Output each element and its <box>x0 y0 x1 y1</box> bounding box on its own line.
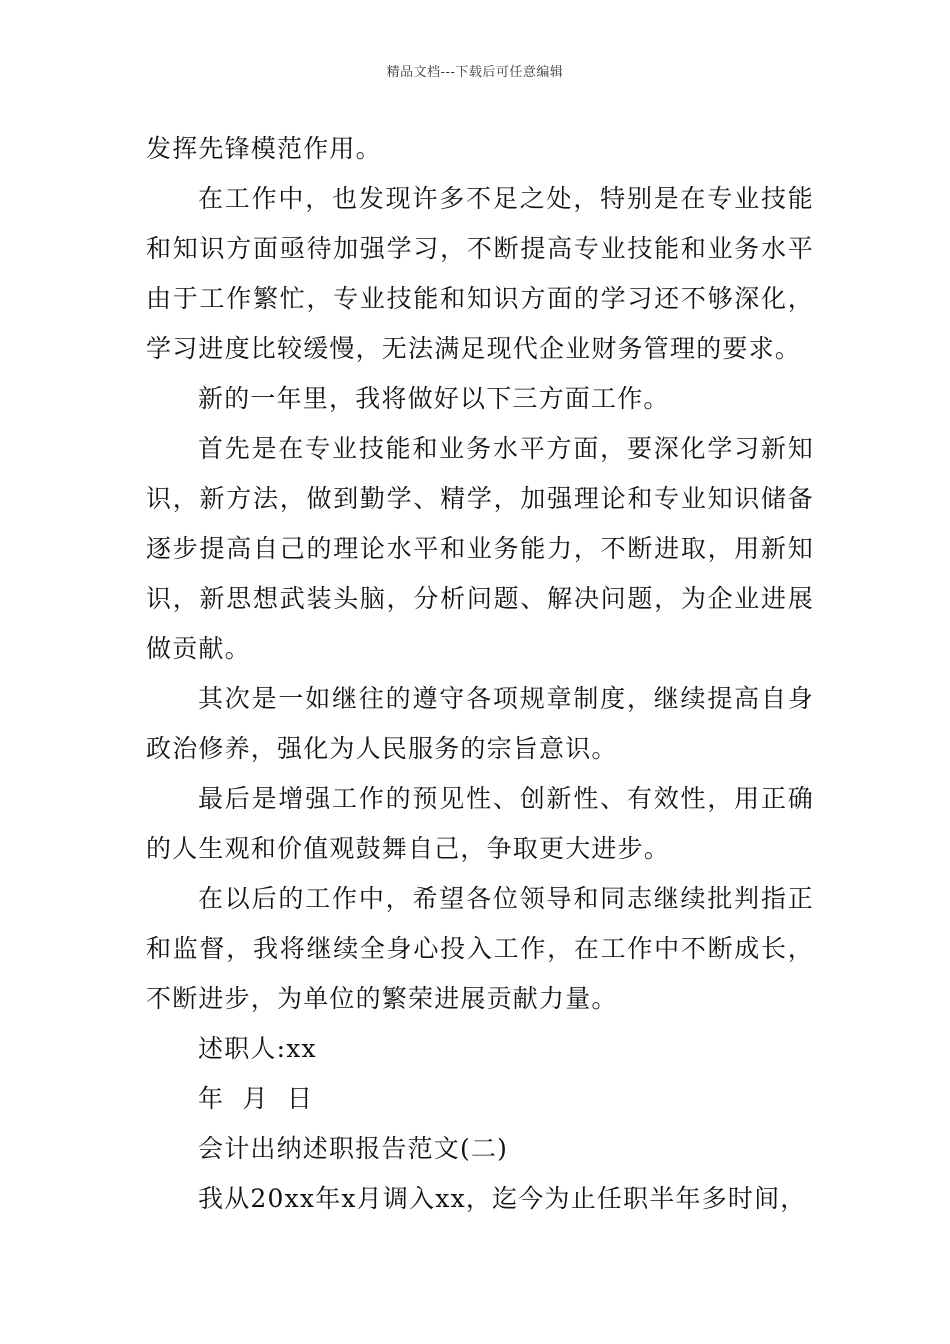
page-header: 精品文档---下载后可任意编辑 <box>386 65 564 80</box>
date-line: 年 月 日 <box>198 1084 314 1113</box>
paragraph: 发挥先锋模范作用。 <box>146 134 382 163</box>
paragraph: 在工作中，也发现许多不足之处，特别是在专业技能和知识方面亟待加强学习，不断提高专业技能和业务水平由于工作繁忙，专业技能和知识方面的学习还不够深化，学习进度比较缓慢，无法满足现代企业财务管理的要求。 <box>146 184 814 363</box>
paragraph: 我从20xx年x月调入xx，迄今为止任职半年多时间， <box>198 1184 807 1213</box>
section-title: 会计出纳述职报告范文(二) <box>198 1134 509 1163</box>
paragraph: 最后是增强工作的预见性、创新性、有效性，用正确的人生观和价值观鼓舞自己，争取更大进步。 <box>146 784 814 863</box>
paragraph: 首先是在专业技能和业务水平方面，要深化学习新知识，新方法，做到勤学、精学，加强理论和专业知识储备逐步提高自己的理论水平和业务能力，不断进取，用新知识，新思想武装头脑，分析问题、解决问题，为企业进展做贡献。 <box>146 434 814 663</box>
paragraph: 在以后的工作中，希望各位领导和同志继续批判指正和监督，我将继续全身心投入工作，在工作中不断成长，不断进步，为单位的繁荣进展贡献力量。 <box>146 884 814 1013</box>
paragraph: 新的一年里，我将做好以下三方面工作。 <box>198 384 670 413</box>
signature-line: 述职人:xx <box>198 1034 317 1063</box>
document-body <box>146 124 814 1224</box>
paragraph: 其次是一如继往的遵守各项规章制度，继续提高自身政治修养，强化为人民服务的宗旨意识。 <box>146 684 814 763</box>
